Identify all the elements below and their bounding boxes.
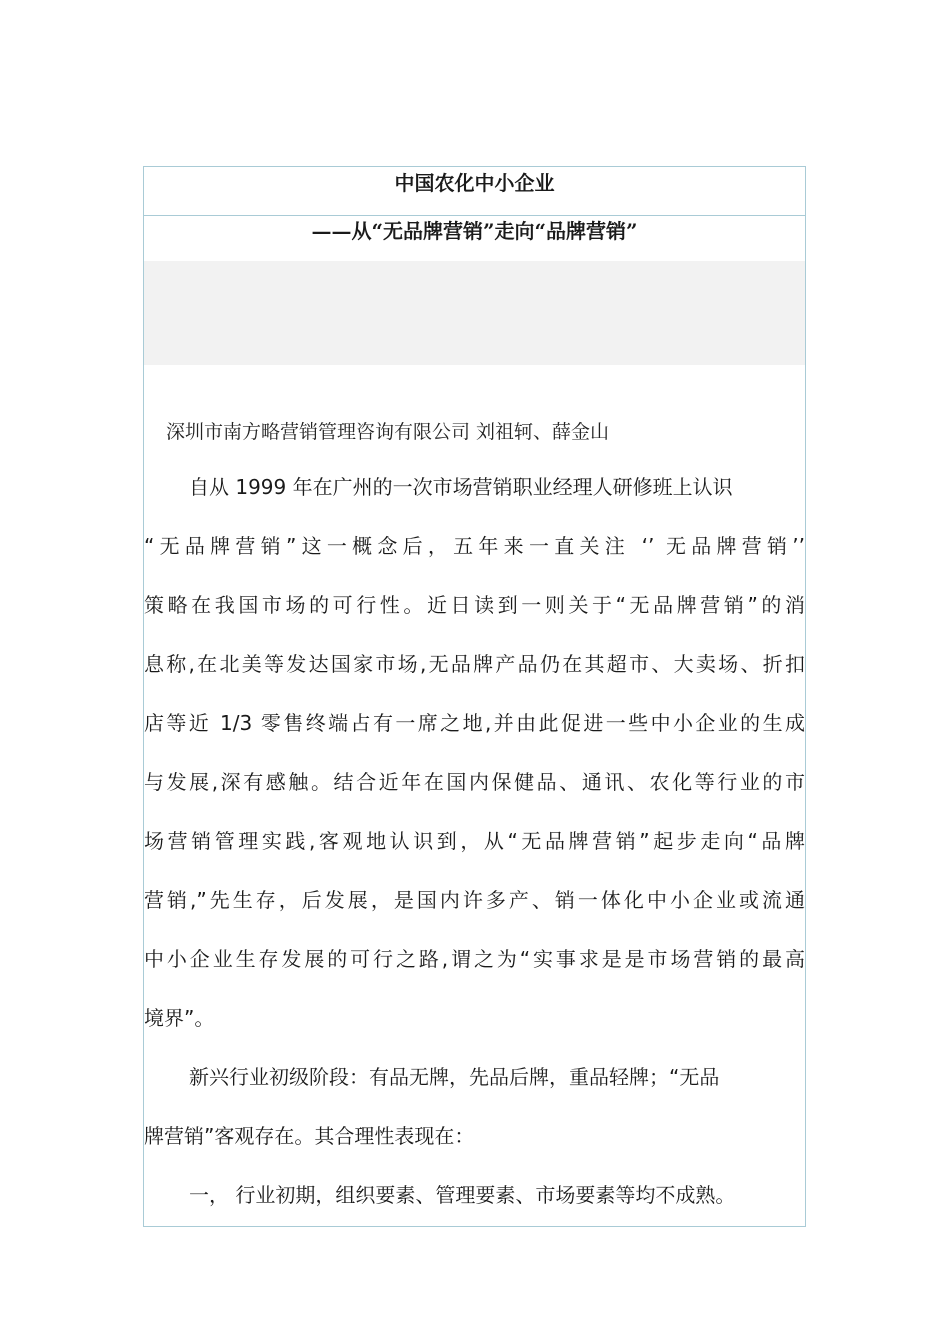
body-line: 场营销管理实践,客观地认识到，从“无品牌营销”起步走向“品牌 bbox=[144, 829, 805, 853]
document-title: 中国农化中小企业 bbox=[144, 167, 805, 216]
author-line: 深圳市南方略营销管理咨询有限公司 刘祖轲、薛金山 bbox=[166, 421, 610, 443]
body-line: “无品牌营销”这一概念后，五年来一直关注 ‘’ 无品牌营销’’ bbox=[144, 534, 805, 558]
body-line: 策略在我国市场的可行性。近日读到一则关于“无品牌营销”的消 bbox=[144, 593, 805, 617]
shaded-band bbox=[144, 261, 805, 365]
document-subtitle: ——从“无品牌营销”走向“品牌营销” bbox=[311, 219, 638, 243]
document-frame bbox=[143, 166, 806, 1227]
body-line: 营销,”先生存，后发展，是国内许多产、销一体化中小企业或流通 bbox=[144, 888, 805, 912]
body-line: 与发展,深有感触。结合近年在国内保健品、通讯、农化等行业的市 bbox=[144, 770, 805, 794]
body-line: 境界”。 bbox=[144, 1006, 215, 1030]
body-text bbox=[144, 458, 805, 1225]
body-line: 息称,在北美等发达国家市场,无品牌产品仍在其超市、大卖场、折扣 bbox=[144, 652, 805, 676]
body-line: 店等近 1/3 零售终端占有一席之地,并由此促进一些中小企业的生成 bbox=[144, 711, 805, 735]
body-line: 中小企业生存发展的可行之路,谓之为“实事求是是市场营销的最高 bbox=[144, 947, 805, 971]
body-line: 一， 行业初期，组织要素、管理要素、市场要素等均不成熟。 bbox=[189, 1183, 736, 1207]
body-line: 牌营销”客观存在。其合理性表现在： bbox=[144, 1124, 475, 1148]
body-line: 新兴行业初级阶段：有品无牌，先品后牌，重品轻牌；“无品 bbox=[189, 1065, 720, 1089]
body-line: 自从 1999 年在广州的一次市场营销职业经理人研修班上认识 bbox=[189, 475, 733, 499]
